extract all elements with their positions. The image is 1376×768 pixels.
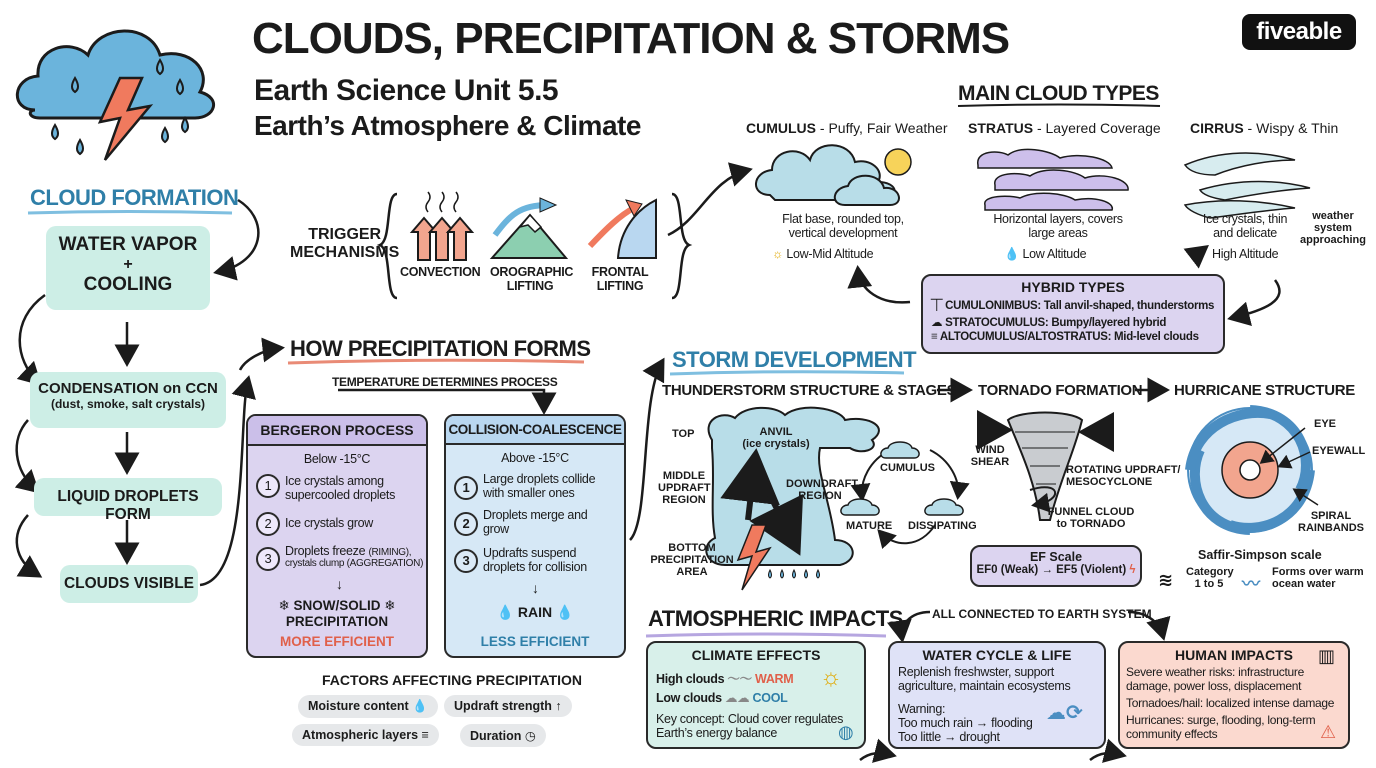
downdraft-label bbox=[786, 478, 859, 502]
bottom-label bbox=[650, 542, 734, 578]
cirrus-desc-line1: Ice crystals, thin bbox=[1202, 212, 1288, 226]
factor-updraft-label: Updraft strength bbox=[454, 699, 552, 713]
bergeron-title: BERGERON PROCESS bbox=[248, 416, 426, 446]
category-label bbox=[1186, 566, 1232, 590]
human-line2: damage, power loss, displacement bbox=[1126, 679, 1302, 693]
bergeron-step-1 bbox=[256, 474, 280, 498]
warning-icon: ⚠ bbox=[1320, 722, 1337, 742]
water-cycle-description bbox=[898, 665, 1070, 693]
step-number-1: 1 bbox=[256, 474, 280, 498]
stratus-altitude-label: Low Altitude bbox=[1022, 247, 1087, 261]
hurricane-title: HURRICANE STRUCTURE bbox=[1174, 382, 1355, 399]
cumulus-cloud-icon bbox=[756, 145, 911, 205]
ef-scale-title: EF Scale bbox=[1029, 550, 1083, 564]
human-line1: Severe weather risks: infrastructure bbox=[1126, 665, 1304, 679]
cumulus-altitude-label: Low-Mid Altitude bbox=[786, 247, 874, 261]
orographic-label-line2: LIFTING bbox=[506, 279, 554, 293]
cumulus-desc-line2: vertical development bbox=[788, 226, 898, 240]
aggregation-label: crystals clump (AGGREGATION) bbox=[285, 558, 424, 569]
cloud-mini-icon: ☁☁ bbox=[724, 691, 750, 705]
precipitation-title: HOW PRECIPITATION FORMS bbox=[290, 336, 591, 361]
frontal-label-line2: LIFTING bbox=[596, 279, 644, 293]
ocean-label bbox=[1272, 566, 1364, 590]
wind-shear-line1: WIND bbox=[975, 444, 1005, 456]
rain-result-label: RAIN bbox=[517, 604, 553, 620]
bottom-label-line2: PRECIPITATION bbox=[650, 554, 734, 566]
bergeron-step-3-text bbox=[285, 544, 423, 569]
cooling-label: COOLING bbox=[83, 274, 173, 295]
middle-label-line2: UPDRAFT bbox=[658, 482, 711, 494]
spiral-rainbands-line2: RAINBANDS bbox=[1298, 522, 1364, 534]
bergeron-temp: Below -15°C bbox=[303, 452, 371, 466]
stage-dissipating-label: DISSIPATING bbox=[908, 520, 977, 532]
storm-development-title: STORM DEVELOPMENT bbox=[672, 347, 917, 372]
page-subtitle-topic: Earth’s Atmosphere & Climate bbox=[254, 110, 641, 141]
collision-step-2-line2: grow bbox=[483, 522, 509, 536]
factors-title: FACTORS AFFECTING PRECIPITATION bbox=[322, 672, 583, 688]
cumulus-heading bbox=[746, 120, 948, 136]
spiral-rainbands-line1: SPIRAL bbox=[1310, 510, 1352, 522]
factor-moisture bbox=[298, 695, 438, 718]
wind-shear-line2: SHEAR bbox=[970, 456, 1010, 468]
step-number-2: 2 bbox=[454, 512, 478, 536]
liquid-droplets-label: LIQUID DROPLETS FORM bbox=[57, 488, 199, 523]
orographic-label bbox=[490, 265, 574, 293]
stratus-desc-line1: Horizontal layers, covers bbox=[993, 212, 1123, 226]
raindrop-icon: 💧 bbox=[496, 604, 518, 620]
liquid-droplets-box bbox=[34, 478, 222, 523]
hybrid-types-box bbox=[921, 274, 1225, 354]
middle-label-line3: REGION bbox=[662, 494, 706, 506]
sun-icon: ☼ bbox=[772, 247, 784, 261]
water-cycle-icon: ☁⟳ bbox=[1046, 702, 1083, 724]
convection-label: CONVECTION bbox=[400, 265, 481, 279]
middle-label-line1: MIDDLE bbox=[662, 470, 706, 482]
cumulus-description bbox=[768, 212, 918, 240]
less-efficient-label: LESS EFFICIENT bbox=[480, 634, 590, 649]
frontal-label bbox=[588, 265, 652, 293]
layers-icon: ≡ bbox=[421, 728, 429, 742]
collision-step-1-text bbox=[483, 472, 595, 500]
frontal-lifting-icon bbox=[590, 200, 656, 258]
eye-label: EYE bbox=[1314, 418, 1337, 430]
collision-step-3-text bbox=[483, 546, 587, 574]
convection-icon bbox=[412, 192, 472, 260]
hybrid-item-3-label: ALTOCUMULUS/ALTOSTRATUS: Mid-level clouds bbox=[939, 331, 1199, 343]
anvil-label-line1: ANVIL bbox=[759, 426, 793, 438]
downdraft-label-line1: DOWNDRAFT bbox=[786, 478, 859, 490]
condensation-box bbox=[30, 372, 226, 428]
bergeron-step-2-text: Ice crystals grow bbox=[285, 516, 373, 530]
bottom-label-line3: AREA bbox=[676, 566, 708, 578]
bergeron-step-3-line1: Droplets freeze bbox=[285, 544, 369, 558]
water-cycle-line2: agriculture, maintain ecosystems bbox=[898, 679, 1071, 693]
ocean-line2: ocean water bbox=[1272, 578, 1336, 590]
stratus-altitude bbox=[1004, 247, 1086, 262]
water-vapor-box bbox=[46, 226, 210, 310]
water-warning bbox=[898, 702, 1033, 744]
hybrid-item-2-label: STRATOCUMULUS: Bumpy/layered hybrid bbox=[945, 317, 1167, 329]
funnel-cloud-line1: FUNNEL CLOUD bbox=[1047, 506, 1135, 518]
cumulus-name: CUMULUS bbox=[746, 120, 816, 136]
cirrus-mini-icon: 〜〜 bbox=[727, 672, 752, 686]
bergeron-step-1-line2: supercooled droplets bbox=[285, 488, 396, 502]
step-number-2: 2 bbox=[256, 512, 280, 536]
orographic-label-line1: OROGRAPHIC bbox=[490, 265, 574, 279]
trigger-label-line2: MECHANISMS bbox=[290, 244, 400, 261]
cool-label: COOL bbox=[752, 691, 788, 705]
step-number-3: 3 bbox=[454, 549, 478, 573]
atmospheric-impacts-title: ATMOSPHERIC IMPACTS bbox=[648, 606, 903, 631]
riming-label: (RIMING), bbox=[368, 547, 412, 558]
cirrus-altitude-label: High Altitude bbox=[1212, 247, 1279, 261]
storm-cloud-logo-icon bbox=[17, 31, 213, 160]
step-number-3: 3 bbox=[256, 547, 280, 571]
factor-updraft bbox=[444, 695, 572, 717]
rotating-updraft-line1: ROTATING UPDRAFT/ bbox=[1066, 464, 1181, 476]
stratus-heading bbox=[968, 120, 1161, 136]
collision-step-1-line1: Large droplets collide bbox=[483, 472, 596, 486]
water-cycle-title: WATER CYCLE & LIFE bbox=[922, 647, 1072, 663]
rotating-updraft-line2: MESOCYCLONE bbox=[1066, 476, 1153, 488]
cumulus-desc-line1: Flat base, rounded top, bbox=[782, 212, 904, 226]
cirrus-tag: - Wispy & Thin bbox=[1243, 120, 1339, 136]
too-much-rain-label: Too much rain → flooding bbox=[898, 716, 1033, 730]
key-concept-line1: Key concept: Cloud cover regulates bbox=[656, 712, 844, 726]
collision-temp: Above -15°C bbox=[501, 451, 569, 465]
layers-icon: ≡ bbox=[931, 331, 938, 343]
hybrid-item-2 bbox=[931, 315, 1223, 329]
human-line4: Hurricanes: surge, flooding, long-term bbox=[1126, 713, 1316, 727]
top-label: TOP bbox=[672, 428, 695, 440]
high-clouds-row bbox=[656, 669, 793, 687]
bergeron-step-1-text bbox=[285, 474, 395, 502]
collision-step-2 bbox=[454, 512, 478, 536]
snow-result-line1: SNOW/SOLID bbox=[293, 598, 381, 613]
tornado-title: TORNADO FORMATION bbox=[978, 382, 1143, 399]
collision-title: COLLISION-COALESCENCE bbox=[446, 416, 624, 445]
plus-label: + bbox=[123, 256, 133, 273]
lightning-icon: ϟ bbox=[1129, 564, 1136, 576]
water-vapor-label: WATER VAPOR bbox=[58, 234, 198, 255]
orographic-lifting-icon bbox=[492, 198, 566, 258]
stage-cumulus-label: CUMULUS bbox=[880, 462, 935, 474]
collision-step-1 bbox=[454, 476, 478, 500]
clouds-visible-label: CLOUDS VISIBLE bbox=[63, 575, 195, 592]
clouds-visible-box bbox=[60, 565, 198, 603]
hybrid-types-title: HYBRID TYPES bbox=[1021, 279, 1125, 295]
wave-icon: 〰 bbox=[1242, 574, 1260, 594]
cumulus-tag: - Puffy, Fair Weather bbox=[816, 120, 948, 136]
collision-step-1-line2: with smaller ones bbox=[483, 486, 575, 500]
cirrus-note bbox=[1298, 210, 1368, 246]
page-title: CLOUDS, PRECIPITATION & STORMS bbox=[252, 14, 1010, 63]
temperature-determines-label: TEMPERATURE DETERMINES PROCESS bbox=[332, 375, 558, 389]
collision-step-2-line1: Droplets merge and bbox=[483, 508, 588, 522]
factor-layers-label: Atmospheric layers bbox=[302, 728, 419, 742]
down-arrow-icon: ↓ bbox=[336, 576, 343, 592]
downdraft-label-line2: REGION bbox=[798, 490, 842, 502]
warning-label: Warning: bbox=[898, 702, 946, 716]
anvil-label-line2: (ice crystals) bbox=[742, 438, 810, 450]
cirrus-description bbox=[1190, 212, 1300, 240]
human-impacts-title: HUMAN IMPACTS bbox=[1175, 647, 1293, 663]
ccn-examples-label: (dust, smoke, salt crystals) bbox=[50, 397, 206, 411]
collision-step-2-text bbox=[483, 508, 587, 536]
bergeron-step-3 bbox=[256, 547, 280, 571]
cumulus-altitude bbox=[772, 247, 873, 261]
snow-result bbox=[262, 598, 412, 629]
snow-result-line2: PRECIPITATION bbox=[285, 614, 389, 629]
cirrus-desc-line2: and delicate bbox=[1213, 226, 1277, 240]
too-little-rain-label: Too little → drought bbox=[898, 730, 1000, 744]
stratus-desc-line2: large areas bbox=[1028, 226, 1088, 240]
human-line5: community effects bbox=[1126, 727, 1218, 741]
warm-label: WARM bbox=[755, 672, 794, 686]
human-line3: Tornadoes/hail: localized intense damage bbox=[1126, 696, 1335, 710]
key-concept-line2: Earth’s energy balance bbox=[656, 726, 778, 740]
cloud-formation-title: CLOUD FORMATION bbox=[30, 185, 239, 210]
wind-icon: ≋ bbox=[1158, 570, 1174, 590]
cirrus-note-line2: system bbox=[1314, 222, 1352, 234]
buildings-icon: ▥ bbox=[1318, 646, 1336, 666]
collision-step-3-line1: Updrafts suspend bbox=[483, 546, 577, 560]
anvil-label bbox=[740, 426, 812, 450]
snowflake-icon: ❄ bbox=[380, 598, 396, 613]
condensation-label: CONDENSATION on CCN bbox=[38, 380, 218, 397]
bergeron-step-2 bbox=[256, 512, 280, 536]
stratus-tag: - Layered Coverage bbox=[1033, 120, 1161, 136]
more-efficient-label: MORE EFFICIENT bbox=[280, 634, 394, 649]
clock-icon: ◷ bbox=[524, 729, 536, 743]
low-clouds-label: Low clouds bbox=[656, 691, 722, 705]
cirrus-note-line1: weather bbox=[1312, 210, 1354, 222]
trigger-label-line1: TRIGGER bbox=[308, 226, 382, 243]
snowflake-icon: ❄ bbox=[278, 598, 294, 613]
anvil-icon: ⏉ bbox=[931, 300, 943, 312]
hybrid-item-1 bbox=[931, 297, 1223, 313]
stratus-cloud-icon bbox=[978, 149, 1128, 210]
high-clouds-label: High clouds bbox=[656, 672, 725, 686]
cloud-outline-icon: ☁ bbox=[931, 317, 943, 329]
factor-duration bbox=[460, 724, 546, 747]
human-impacts-text bbox=[1126, 665, 1337, 742]
ef-scale-box bbox=[970, 545, 1142, 587]
cloud-types-title: MAIN CLOUD TYPES bbox=[958, 82, 1159, 105]
collision-step-3 bbox=[454, 549, 478, 573]
collision-step-3-line2: droplets for collision bbox=[483, 560, 587, 574]
raindrop-icon: 💧 bbox=[552, 604, 574, 620]
hybrid-item-1-label: CUMULONIMBUS: Tall anvil-shaped, thunderstorms bbox=[945, 300, 1215, 312]
trigger-mechanisms-label bbox=[290, 226, 399, 262]
connected-label: ALL CONNECTED TO EARTH SYSTEM bbox=[932, 607, 1152, 621]
funnel-cloud-line2: to TORNADO bbox=[1056, 518, 1126, 530]
brand-logo: fiveable bbox=[1242, 14, 1356, 50]
category-line1: Category bbox=[1186, 566, 1234, 578]
middle-label bbox=[658, 470, 710, 506]
cirrus-note-line3: approaching bbox=[1299, 234, 1366, 246]
funnel-cloud-label bbox=[1046, 506, 1136, 530]
category-line2: 1 to 5 bbox=[1194, 578, 1224, 590]
drop-icon: 💧 bbox=[412, 699, 428, 713]
sun-icon: ☼ bbox=[820, 664, 842, 691]
climate-effects-title: CLIMATE EFFECTS bbox=[691, 647, 821, 663]
factor-layers bbox=[292, 724, 439, 746]
rotating-updraft-label bbox=[1066, 464, 1180, 488]
bergeron-step-1-line1: Ice crystals among bbox=[285, 474, 384, 488]
saffir-simpson-label: Saffir-Simpson scale bbox=[1198, 548, 1322, 562]
factor-moisture-label: Moisture content bbox=[308, 699, 409, 713]
collision-box bbox=[444, 414, 626, 658]
cirrus-heading bbox=[1190, 120, 1338, 136]
spiral-rainbands-label bbox=[1296, 510, 1366, 534]
frontal-label-line1: FRONTAL bbox=[591, 265, 649, 279]
bottom-label-line1: BOTTOM bbox=[668, 542, 716, 554]
rain-result bbox=[460, 604, 610, 621]
cirrus-name: CIRRUS bbox=[1190, 120, 1244, 136]
factor-duration-label: Duration bbox=[470, 729, 522, 743]
low-clouds-row bbox=[656, 690, 787, 705]
wind-shear-label bbox=[970, 444, 1010, 468]
up-arrow-icon: ↑ bbox=[555, 699, 562, 713]
key-concept bbox=[656, 712, 843, 740]
stratus-description bbox=[978, 212, 1138, 240]
ef-scale-range: EF0 (Weak) → EF5 (Violent) bbox=[976, 564, 1127, 576]
down-arrow-icon: ↓ bbox=[532, 580, 539, 596]
ocean-line1: Forms over warm bbox=[1272, 566, 1364, 578]
eyewall-label: EYEWALL bbox=[1312, 445, 1366, 457]
hybrid-item-3 bbox=[931, 331, 1223, 343]
page-subtitle-unit: Earth Science Unit 5.5 bbox=[254, 74, 559, 107]
globe-icon: ◍ bbox=[838, 722, 854, 742]
stage-mature-label: MATURE bbox=[846, 520, 893, 532]
cirrus-cloud-icon bbox=[1185, 153, 1310, 218]
thunderstorm-title: THUNDERSTORM STRUCTURE & STAGES bbox=[662, 382, 957, 399]
raindrop-icon: 💧 bbox=[1004, 247, 1020, 261]
step-number-1: 1 bbox=[454, 476, 478, 500]
water-cycle-line1: Replenish freshwster, support bbox=[898, 665, 1054, 679]
stratus-name: STRATUS bbox=[968, 120, 1034, 136]
